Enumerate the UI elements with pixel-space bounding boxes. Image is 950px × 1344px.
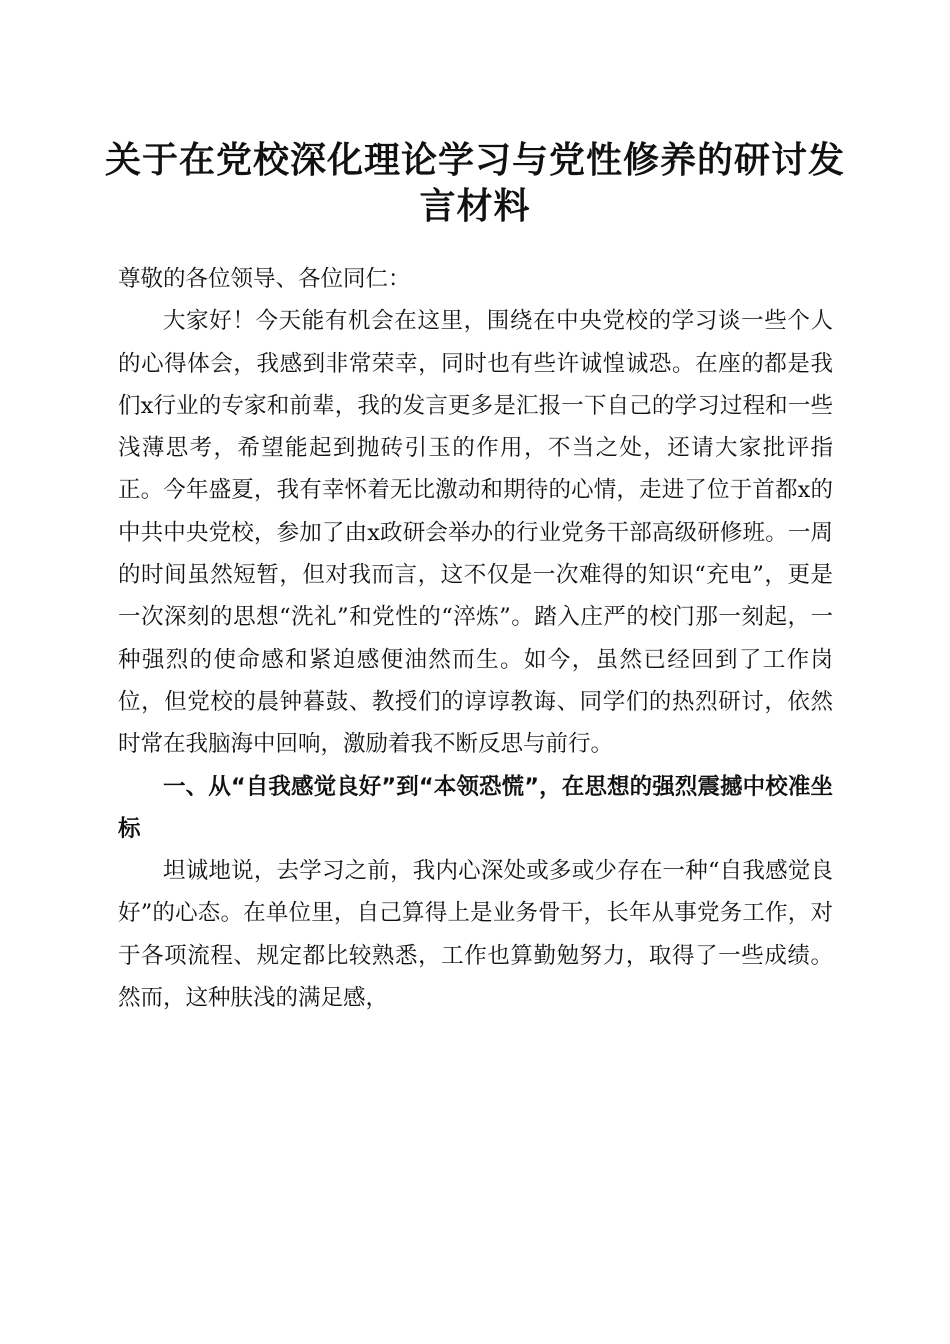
section-1-paragraph: 坦诚地说，去学习之前，我内心深处或多或少存在一种“自我感觉良好”的心态。在单位里，自己算得上是业务骨干，长年从事党务工作，对于各项流程、规定都比较熟悉，工作也算勤勉努力，取得了一些成绩。然而，这种肤浅的满足感， [118,858,833,1012]
document-title: 关于在党校深化理论学习与党性修养的研讨发言材料 [104,139,845,227]
salutation: 尊敬的各位领导、各位同仁： [118,266,411,292]
document-body [118,258,833,1019]
section-heading-1: 一、从“自我感觉良好”到“本领恐慌”，在思想的强烈震撼中校准坐标 [118,773,833,842]
intro-paragraph: 大家好！今天能有机会在这里，围绕在中央党校的学习谈一些个人的心得体会，我感到非常荣幸，同时也有些许诚惶诚恐。在座的都是我们x行业的专家和前辈，我的发言更多是汇报一下自己的学习过程和一些浅薄思考，希望能起到抛砖引玉的作用，不当之处，还请大家批评指正。今年盛夏，我有幸怀着无比激动和期待的心情，走进了位于首都x的中共中央党校，参加了由x政研会举办的行业党务干部高级研修班。一周的时间虽然短暂，但对我而言，这不仅是一次难得的知识“充电”，更是一次深刻的思想“洗礼”和党性的“淬炼”。踏入庄严的校门那一刻起，一种强烈的使命感和紧迫感便油然而生。如今，虽然已经回到了工作岗位，但党校的晨钟暮鼓、教授们的谆谆教诲、同学们的热烈研讨，依然时常在我脑海中回响，激励着我不断反思与前行。 [118,308,833,758]
